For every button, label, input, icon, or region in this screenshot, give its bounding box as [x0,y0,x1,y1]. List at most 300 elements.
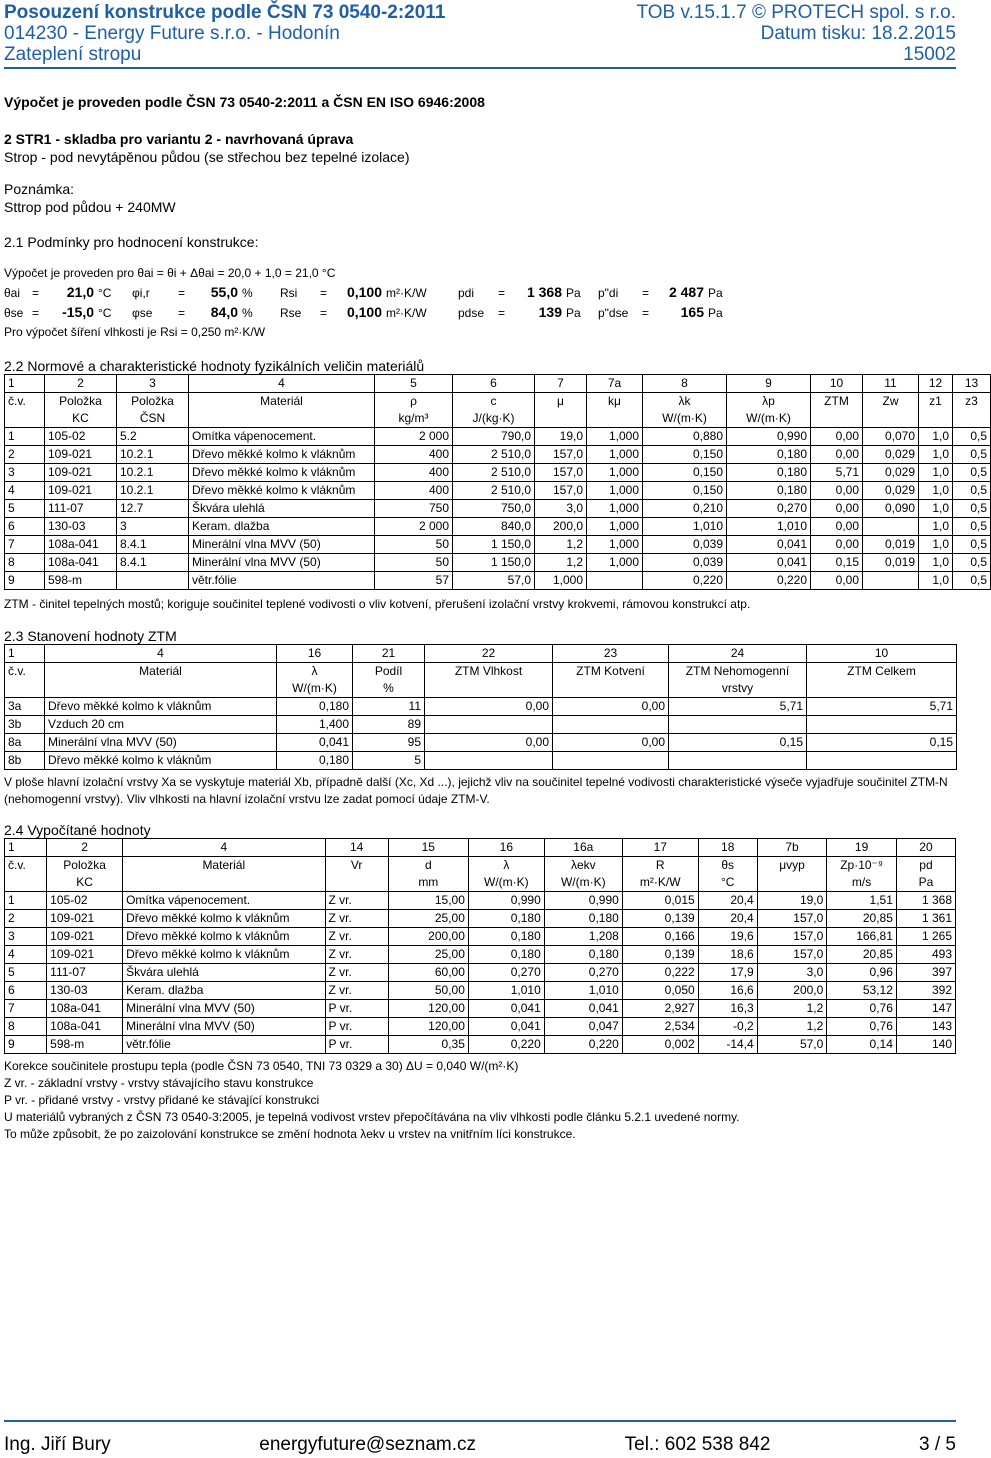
column-header: λekv [544,857,622,875]
table-row [5,716,957,734]
table-cell: 0,220 [643,572,727,590]
condition-label: = [320,306,328,320]
conditions-formula: Výpočet je proveden pro θai = θi + Δθai = 20,0 + 1,0 = 21,0 °C [4,266,336,280]
materials-section [4,358,987,613]
computed-note: U materiálů vybraných z ČSN 73 0540-3:2005, je tepelná vodivost vrstev přepočítávána na vliv vlhkosti podle článku 5.2.1 uvedené normy. [4,1110,740,1124]
column-number: 3 [117,375,189,393]
column-header [5,410,45,428]
table-cell: Dřevo měkké kolmo k vláknům [123,946,325,964]
column-header: d [388,857,468,875]
column-header: λ [468,857,544,875]
column-header: R [622,857,698,875]
table-cell: 111-07 [47,964,123,982]
condition-label: = [178,286,186,300]
table-cell: Z vr. [325,946,388,964]
table-cell: 0,00 [811,572,863,590]
table-cell: 10.2.1 [117,446,189,464]
table-cell: 0,180 [727,446,811,464]
table-cell: 0,5 [953,518,991,536]
column-number: 18 [698,839,757,857]
table-cell: Keram. dlažba [189,518,375,536]
condition-label: = [178,306,186,320]
table-cell: 109-021 [45,482,117,500]
table-cell: 1,000 [587,554,643,572]
table-cell: 89 [353,716,425,734]
condition-label: °C [98,306,112,320]
condition-value: 0,100 [346,284,382,300]
table-cell: 0,5 [953,500,991,518]
table-cell: 0,041 [277,734,353,752]
table-cell: 0,002 [622,1036,698,1054]
table-cell: 2 510,0 [453,446,535,464]
ztm-explanation: V ploše hlavní izolační vrstvy Xa se vyskytuje materiál Xb, případně další (Xc, Xd ...), jejichž vliv na součinitel tepelné vodivosti charakteristické výseče vyjadřuje součinitel ZTM-N (nehomogenní vrstvy). Vliv vlhkosti na hlavní izolační vrstvu lze zadat pomocí údaje ZTM-V. [4,775,948,806]
condition-label: θse [4,306,24,320]
table-cell: 2 510,0 [453,482,535,500]
column-header: W/(m·K) [544,874,622,892]
table-cell: 10.2.1 [117,464,189,482]
condition-label: pdse [458,306,485,320]
column-number: 2 [47,839,123,857]
column-number-row [5,375,991,393]
column-header: μvyp [757,857,827,875]
table-cell [807,752,957,770]
table-cell: 0,270 [544,964,622,982]
table-cell: 1,000 [587,428,643,446]
table-cell: 1,010 [468,982,544,1000]
table-cell: 0,15 [669,734,807,752]
table-cell: Vzduch 20 cm [45,716,277,734]
table-cell: -0,2 [698,1018,757,1036]
table-cell: 392 [896,982,955,1000]
table-cell: Omítka vápenocement. [189,428,375,446]
table-cell: 8.4.1 [117,554,189,572]
table-cell: 0,270 [727,500,811,518]
table-cell: 57,0 [757,1036,827,1054]
table-cell: 1,2 [757,1018,827,1036]
column-header [5,874,47,892]
table-cell: 109-021 [47,910,123,928]
condition-label: °C [98,286,112,300]
table-cell: 108a-041 [47,1018,123,1036]
table-row [5,518,991,536]
table-row [5,928,956,946]
column-header: mm [388,874,468,892]
column-number: 7a [587,375,643,393]
table-cell: 0,166 [622,928,698,946]
column-header: ČSN [117,410,189,428]
table-cell: 0,070 [863,428,919,446]
table-cell: 1,000 [535,572,587,590]
column-number: 13 [953,375,991,393]
table-cell: 0,180 [468,910,544,928]
table-row [5,482,991,500]
table-cell: 1 150,0 [453,554,535,572]
conditions-section [4,234,956,342]
table-row [5,698,957,716]
condition-label: = [32,306,40,320]
table-cell: 19,0 [757,892,827,910]
table-cell: 0,00 [811,500,863,518]
conditions-row [4,303,956,323]
column-header: λ [277,663,353,681]
table-cell: 108a-041 [47,1000,123,1018]
column-header: ρ [375,393,453,411]
column-number: 5 [375,375,453,393]
table-cell: 0,139 [622,910,698,928]
table-cell: 5,71 [811,464,863,482]
table-row [5,464,991,482]
table-cell: 3 [5,464,45,482]
ztm-section [4,628,956,808]
column-header: pd [896,857,955,875]
computed-section [4,822,956,1143]
table-cell: P vr. [325,1036,388,1054]
computed-note: P vr. - přidané vrstvy - vrstvy přidané ke stávající konstrukci [4,1093,320,1107]
condition-label: Pa [566,306,581,320]
table-row [5,554,991,572]
table-cell: 493 [896,946,955,964]
column-header: č.v. [5,857,47,875]
table-cell: 0,5 [953,572,991,590]
table-cell [669,716,807,734]
column-header [811,410,863,428]
table-cell: 400 [375,464,453,482]
column-header: Podíl [353,663,425,681]
table-cell: 1,0 [919,572,953,590]
table-cell: 0,180 [727,464,811,482]
column-number: 16 [468,839,544,857]
table-row [5,446,991,464]
table-cell [669,752,807,770]
column-header [863,410,919,428]
table-cell: 166,81 [827,928,897,946]
column-number: 19 [827,839,897,857]
conditions-heading: 2.1 Podmínky pro hodnocení konstrukce: [4,234,259,250]
column-header: Zw [863,393,919,411]
table-cell: 3b [5,716,45,734]
table-cell: 1,0 [919,536,953,554]
table-cell: větr.fólie [189,572,375,590]
table-cell: 1,51 [827,892,897,910]
condition-value: 1 368 [526,284,562,300]
table-cell: 0,041 [468,1018,544,1036]
column-number: 4 [45,645,277,663]
table-cell: Dřevo měkké kolmo k vláknům [189,446,375,464]
column-header: KC [45,410,117,428]
column-number: 2 [45,375,117,393]
column-number: 12 [919,375,953,393]
condition-value: 165 [680,304,704,320]
header-row [5,874,956,892]
materials-table [4,374,991,590]
table-cell: 108a-041 [45,536,117,554]
table-cell: 1,0 [919,464,953,482]
computed-table [4,838,956,1054]
column-header: KC [47,874,123,892]
column-number: 20 [896,839,955,857]
table-cell: 105-02 [45,428,117,446]
column-header [535,410,587,428]
condition-value: 2 487 [668,284,704,300]
table-cell: 9 [5,572,45,590]
table-cell: Z vr. [325,892,388,910]
table-cell: 1 [5,428,45,446]
computed-note: To může způsobit, že po zaizolování konstrukce se změní hodnota λekv u vrstev na vnitřním líci konstrukce. [4,1127,576,1141]
column-header [553,680,669,698]
column-header: m/s [827,874,897,892]
table-cell: 0,180 [468,928,544,946]
table-cell [425,752,553,770]
table-cell: 0,5 [953,536,991,554]
table-cell: 1,000 [587,518,643,536]
table-cell: Z vr. [325,910,388,928]
condition-label: = [498,286,506,300]
table-cell: 0,220 [727,572,811,590]
condition-value: -15,0 [62,304,94,320]
table-cell: 1,0 [919,500,953,518]
table-cell: 130-03 [45,518,117,536]
table-cell: 6 [5,518,45,536]
column-number: 9 [727,375,811,393]
materials-heading: 2.2 Normové a charakteristické hodnoty fyzikálních veličin materiálů [4,358,425,374]
column-number: 1 [5,839,47,857]
table-cell: 7 [5,536,45,554]
phone-number: Tel.: 602 538 842 [624,1434,771,1455]
table-row [5,500,991,518]
conditions-rows [4,283,956,323]
column-number: 4 [123,839,325,857]
table-cell: 140 [896,1036,955,1054]
column-header [123,874,325,892]
table-cell: 0,15 [811,554,863,572]
table-cell: 0,019 [863,554,919,572]
condition-label: Pa [708,306,723,320]
table-cell: Minerální vlna MVV (50) [123,1000,325,1018]
column-header: Vr [325,857,388,875]
table-cell: 0,041 [468,1000,544,1018]
table-cell: 50 [375,536,453,554]
table-cell: P vr. [325,1018,388,1036]
table-cell: 0,76 [827,1018,897,1036]
table-cell: 3a [5,698,45,716]
column-header: ZTM Nehomogenní [669,663,807,681]
condition-label: θai [4,286,21,300]
condition-label: pdi [458,286,475,300]
column-number: 8 [643,375,727,393]
table-cell: 0,15 [807,734,957,752]
table-cell: 0,00 [811,536,863,554]
table-cell: 1,2 [757,1000,827,1018]
computed-notes [4,1058,956,1143]
table-cell: 8 [5,554,45,572]
column-header: ZTM Vlhkost [425,663,553,681]
column-header: W/(m·K) [277,680,353,698]
table-cell: 0,139 [622,946,698,964]
table-cell: 750,0 [453,500,535,518]
table-cell: 120,00 [388,1018,468,1036]
table-cell [807,716,957,734]
table-cell: 1,208 [544,928,622,946]
table-cell: 120,00 [388,1000,468,1018]
column-number: 10 [807,645,957,663]
table-cell: 0,5 [953,464,991,482]
table-cell: 0,00 [811,446,863,464]
table-cell: 9 [5,1036,47,1054]
table-cell: 0,090 [863,500,919,518]
table-cell: 0,76 [827,1000,897,1018]
column-header: °C [698,874,757,892]
report-title: Posouzení konstrukce podle ČSN 73 0540-2:2011 [4,2,446,23]
column-header [807,680,957,698]
table-cell: Dřevo měkké kolmo k vláknům [45,698,277,716]
note-text: Sttrop pod půdou + 240MW [4,199,176,215]
table-row [5,1036,956,1054]
table-cell: 157,0 [757,910,827,928]
column-header: W/(m·K) [643,410,727,428]
table-cell: 157,0 [535,464,587,482]
table-cell: 0,00 [811,518,863,536]
table-cell: 3 [117,518,189,536]
note-label: Poznámka: [4,181,75,197]
table-cell: 5,71 [669,698,807,716]
header-row [5,857,956,875]
column-header: m²·K/W [622,874,698,892]
email-link[interactable]: energyfuture@seznam.cz [259,1434,477,1455]
table-cell: Dřevo měkké kolmo k vláknům [189,482,375,500]
column-number: 7 [535,375,587,393]
column-header: λk [643,393,727,411]
table-row [5,734,957,752]
table-cell: P vr. [325,1000,388,1018]
table-cell: 2 [5,446,45,464]
column-header: c [453,393,535,411]
table-cell: 1,010 [544,982,622,1000]
table-cell: 1,0 [919,482,953,500]
table-cell: 5 [353,752,425,770]
table-cell: 400 [375,482,453,500]
table-cell: 0,150 [643,446,727,464]
column-header: J/(kg·K) [453,410,535,428]
table-cell: 95 [353,734,425,752]
table-cell: 5,71 [807,698,957,716]
table-row [5,910,956,928]
table-cell: 1 265 [896,928,955,946]
header-row [5,393,991,411]
table-cell: 5.2 [117,428,189,446]
company-label: 014230 - Energy Future s.r.o. - Hodonín [4,23,340,44]
intro-text: Výpočet je proveden podle ČSN 73 0540-2:2011 a ČSN EN ISO 6946:2008 [4,94,485,110]
column-header: kμ [587,393,643,411]
table-cell: 1,000 [587,482,643,500]
table-cell: 130-03 [47,982,123,1000]
structure-subtitle: Strop - pod nevytápěnou půdou (se střechou bez tepelné izolace) [4,149,410,165]
table-cell: větr.fólie [123,1036,325,1054]
table-cell: 0,880 [643,428,727,446]
table-cell [863,572,919,590]
table-cell: 10.2.1 [117,482,189,500]
page-footer [4,1420,956,1456]
table-cell: 20,85 [827,946,897,964]
table-cell: 200,0 [757,982,827,1000]
table-cell: 0,041 [727,554,811,572]
table-cell: 1 [5,892,47,910]
ztm-heading: 2.3 Stanovení hodnoty ZTM [4,628,177,644]
author-name: Ing. Jiří Bury [4,1434,111,1455]
column-header: Materiál [45,663,277,681]
table-cell: 598-m [45,572,117,590]
table-cell: Minerální vlna MVV (50) [45,734,277,752]
column-header: μ [535,393,587,411]
column-header: W/(m·K) [468,874,544,892]
table-cell: 20,4 [698,892,757,910]
table-cell: 0,00 [811,428,863,446]
table-cell: 2 000 [375,428,453,446]
table-cell: 8a [5,734,45,752]
table-cell: 4 [5,482,45,500]
table-cell: 1,000 [587,446,643,464]
condition-label: m²·K/W [386,306,427,320]
condition-label: = [32,286,40,300]
table-cell: 2,534 [622,1018,698,1036]
column-header: č.v. [5,663,45,681]
condition-label: = [320,286,328,300]
computed-note: Z vr. - základní vrstvy - vrstvy stávajícího stavu konstrukce [4,1076,314,1090]
column-number: 15 [388,839,468,857]
table-row [5,536,991,554]
column-number: 21 [353,645,425,663]
condition-label: Pa [566,286,581,300]
table-cell: 25,00 [388,910,468,928]
column-header: ZTM Celkem [807,663,957,681]
table-cell: 2 510,0 [453,464,535,482]
structure-block [4,130,956,216]
table-cell: 3,0 [757,964,827,982]
table-cell [425,716,553,734]
column-header: Materiál [123,857,325,875]
table-cell: 109-021 [45,446,117,464]
table-row [5,946,956,964]
table-cell: Škvára ulehlá [189,500,375,518]
table-cell: Z vr. [325,982,388,1000]
table-cell: 0,270 [468,964,544,982]
condition-label: % [242,306,253,320]
table-cell: 0,14 [827,1036,897,1054]
table-cell: 53,12 [827,982,897,1000]
table-cell: 4 [5,946,47,964]
column-header [919,410,953,428]
header-row [5,410,991,428]
table-cell: 7 [5,1000,47,1018]
table-cell: 8b [5,752,45,770]
table-cell: 1,0 [919,518,953,536]
condition-label: Rsi [280,286,298,300]
column-header [325,874,388,892]
table-cell: 0,029 [863,482,919,500]
column-header: θs [698,857,757,875]
table-cell: 20,4 [698,910,757,928]
project-name: Zateplení stropu [4,44,142,65]
column-number: 1 [5,645,45,663]
column-header: Materiál [189,393,375,411]
condition-label: φse [132,306,153,320]
table-row [5,1018,956,1036]
table-cell: 18,6 [698,946,757,964]
condition-label: = [642,306,650,320]
column-header [425,680,553,698]
table-cell: 0,00 [425,734,553,752]
column-number: 11 [863,375,919,393]
table-cell: 1,000 [587,536,643,554]
